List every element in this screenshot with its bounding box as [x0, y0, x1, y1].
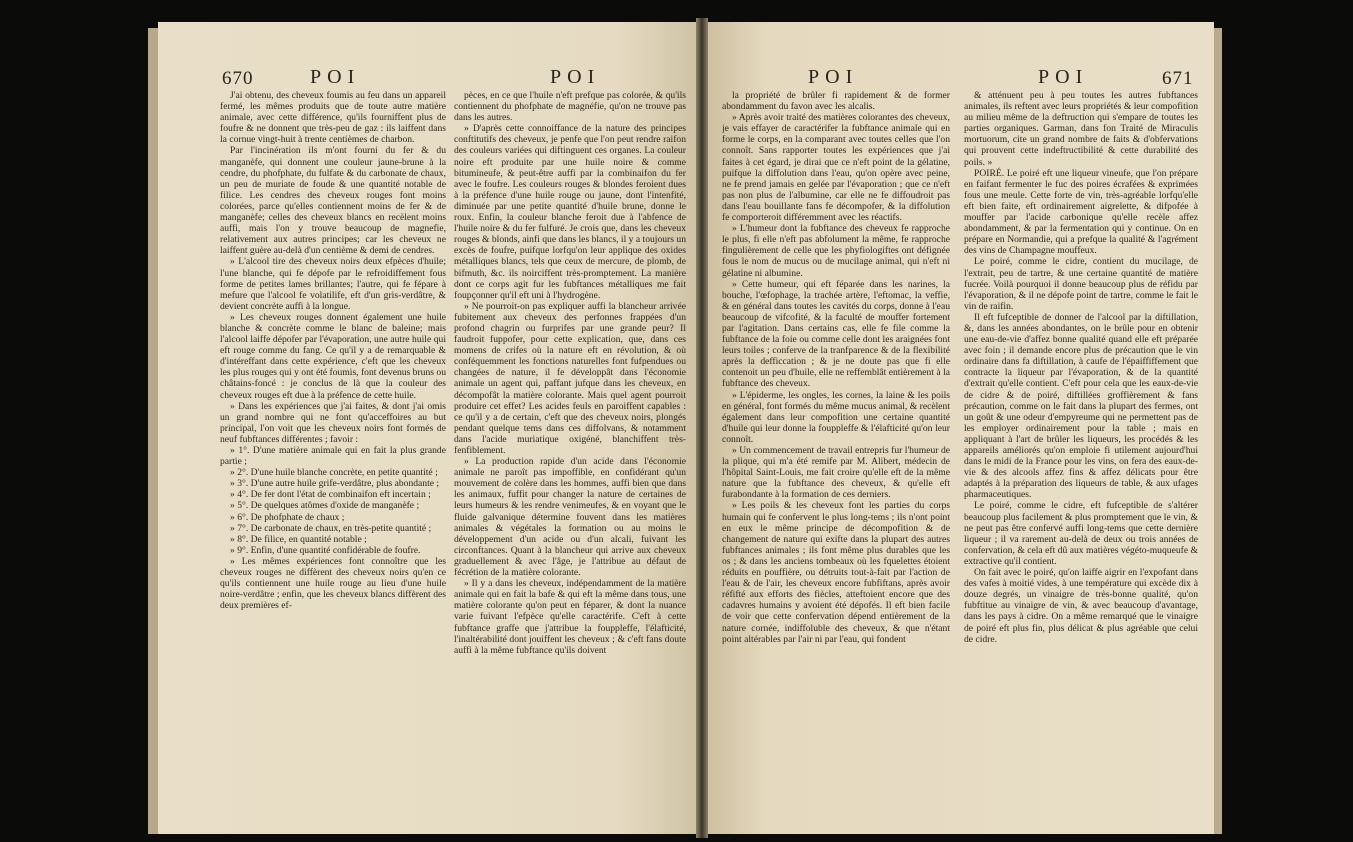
- paragraph: & atténuent peu à peu toutes les autres fubftances animales, ils reftent avec leurs propriétés & leur compofition au milieu même de la deftruction qui s'empare de toutes les parties organiques. Garman, dans fon Traité de Miraculis mortuorum, cite un grand nombre de faits & d'obfervations qui prouvent cette indeftructibilité & cette durabilité des poils. »: [964, 90, 1198, 168]
- paragraph: » Un commencement de travail entrepris fur l'humeur de la plique, qui m'a été remife par M. Alibert, médecin de l'hôpital Saint-Louis, me fait croire qu'elle eft de la même nature que la fubftance des cheveux, & qu'elle eft furabondante à la formation de ces derniers.: [722, 445, 950, 501]
- paragraph: » Il y a dans les cheveux, indépendamment de la matière animale qui en fait la bafe & qui eft la même dans tous, une matière colorante qu'on peut en féparer, & dont la nuance varie fuivant l'efpèce qu'elle caractérife. C'eft à cette fubftance graffe que j'attribue la fouppleffe, l'élafticité, l'inaltérabilité dont jouiffent les cheveux ; & c'eft fans doute auffi à la même fubftance qu'ils doivent: [454, 578, 686, 656]
- page-number-right: 671: [1162, 68, 1194, 89]
- column-3: [722, 90, 950, 830]
- paragraph: Il eft fufceptible de donner de l'alcool par la diftillation, &, dans les années abondantes, on le brûle pour en obtenir une eau-de-vie d'affez bonne qualité quand elle eft préparée avec foin ; il demande encore plus de précaution que le vin ordinaire dans fa diftillation, à caufe de l'épaiffiffement que contracte la liqueur par l'évaporation, & de la quantité d'extrait qu'elle contient. C'eft pour cela que les eaux-de-vie de cidre & de poiré, diftillées groffièrement & fans précaution, comme on le fait dans la plupart des fermes, ont un goût & une odeur d'empyreume qui ne permettent pas de les employer ordinairement pour la table ; mais en appliquant à l'art de brûler les liqueurs, les procédés & les appareils améliorés qu'on emploie fi utilement aujourd'hui dans le midi de la France pour les vins, on fera des eaux-de-vie & des alcools affez fins & affez délicats pour être adaptés à la préparation des liqueurs de table, & aux ufages pharmaceutiques.: [964, 311, 1198, 501]
- paragraph: » L'humeur dont la fubftance des cheveux fe rapproche le plus, fi elle n'eft pas abfolument la même, fe rapproche fingulièrement de celle que les phyfiologiftes ont défignée fous le nom de mucus ou de mucilage animal, qui n'eft ni gélatine ni albumine.: [722, 223, 950, 279]
- paragraph: » Ne pourroit-on pas expliquer auffi la blancheur arrivée fubitement aux cheveux des perfonnes frappées d'un profond chagrin ou furprifes par une grande peur? Il faudroit fuppofer, pour cette explication, que, dans ces momens de crifes où la nature eft en révolution, & où conféquemment les fonctions naturelles font fufpendues ou changées de nature, il fe développât dans l'économie animale un agent qui, paffant jufque dans les cheveux, en décompofât la matière colorante. Mais quel agent pourroit produire cet effet? Les acides feuls en paroiffent capables : ce qu'il y a de certain, c'eft que des cheveux noirs, plongés pendant quelque tems dans ces diffolvans, & notamment dans l'acide muriatique oxigéné, blanchiffent très-fenfiblement.: [454, 300, 686, 456]
- list-item: » 6°. De phofphate de chaux ;: [230, 511, 345, 523]
- running-head-left-2: POI: [550, 66, 601, 88]
- paragraph: » Les cheveux rouges donnent également une huile blanche & concrète comme le blanc de baleine; mais l'alcool laiffe dépofer par l'évaporation, une autre huile qui eft rouge comme du fang. Ce qu'il y a de remarquable & d'intéreffant dans cette expérience, c'eft que les cheveux les plus rouges qui y ont été foumis, font devenus bruns ou châtains-foncé : je conclus de là que la couleur des cheveux rouges eft due à la préfence de cette huile.: [220, 311, 446, 401]
- list-item: » 7°. De carbonate de chaux, en très-petite quantité ;: [230, 522, 432, 534]
- running-head-left-1: POI: [310, 66, 361, 88]
- column-1: [220, 90, 446, 830]
- paragraph: » Dans les expériences que j'ai faites, & dont j'ai omis un grand nombre qui ne font qu'acceffoires au but principal, l'on voit que les cheveux noirs font formés de neuf fubftances différentes ; favoir :: [220, 400, 446, 445]
- list-item: » 4°. De fer dont l'état de combinaifon eft incertain ;: [230, 489, 431, 501]
- list-item: » 8°. De filice, en quantité notable ;: [230, 533, 367, 545]
- paragraph: » Les poils & les cheveux font les parties du corps humain qui fe confervent le plus long-tems ; ils n'ont point en eux le même principe de décompofition & de changement de nature qui exifte dans la plupart des autres fubftances animales ; ils font même plus durables que les os ; & dans les anciens tombeaux où les fquelettes étoient réduits en pouffière, ou détruits tout-à-fait par l'action de l'eau & de l'air, les cheveux encore fubfiftans, après avoir réfifté aux efforts des fiècles, atteftoient encore que des cadavres humains y avoient été dépofés. Il eft bien facile de voir que cette confervation dépend entièrement de la nature cornée, indiffoluble des cheveux, & que n'étant point altérables par l'air ni par l'eau, qui fondent: [722, 500, 950, 645]
- page-number-left: 670: [222, 68, 254, 89]
- column-2: [454, 90, 686, 830]
- paragraph: » Cette humeur, qui eft féparée dans les narines, la bouche, l'œfophage, la trachée artère, l'eftomac, la veffie, & en général dans toutes les cavités du corps, donne à l'eau beaucoup de vifcofité, & la faculté de mouffer fortement par l'agitation. Dans certains cas, elle fe file comme la fubftance de la foie ou comme celle dont les araignées font leurs toiles ; conferve de la tranfparence & de la flexibilité après la defficcation ; & je ne doute pas que fi elle contenoit un peu d'huile, elle ne reffemblât entièrement à la fubftance des cheveux.: [722, 278, 950, 390]
- paragraph: pèces, en ce que l'huile n'eft prefque pas colorée, & qu'ils contiennent du phofphate de magnéfie, qu'on ne trouve pas dans les autres.: [454, 90, 686, 124]
- running-head-right-1: POI: [808, 66, 859, 88]
- paragraph: la propriété de brûler fi rapidement & de former abondamment du favon avec les alcalis.: [722, 90, 950, 113]
- paragraph: Par l'incinération ils m'ont fourni du fer & du manganèfe, qui donnent une couleur jaune-brune à la cendre, du phofphate, du fulfate & du carbonate de chaux, un peu de muriate de foude & une quantité notable de filice. Les cendres des cheveux rouges font moins colorées, parce qu'elles contiennent moins de fer & de manganèfe; celles des cheveux blancs en recèlent moins auffi, mais l'on y trouve beaucoup de magnefie, relativement aux autres principes; car les cheveux ne laiffent guère au-delà d'un centième & demi de cendres.: [220, 145, 446, 257]
- list-item: » 1°. D'une matière animale qui en fait la plus grande partie ;: [220, 445, 446, 468]
- paragraph: On fait avec le poiré, qu'on laiffe aigrir en l'expofant dans des vafes à moitié vides, à une température qui excède dix à douze degrés, un vinaigre de très-bonne qualité, qu'on fubftitue au vinaigre de vin, & avec beaucoup d'avantage, dans les pays à cidre. On a même remarqué que le vinaigre de poiré eft plus fin, plus délicat & plus agréable que celui de cidre.: [964, 567, 1198, 645]
- running-head-right-2: POI: [1038, 66, 1089, 88]
- paragraph: J'ai obtenu, des cheveux foumis au feu dans un appareil fermé, les mêmes produits que de toute autre matière animale, avec cette différence, qu'ils fourniffent plus de foufre & ne donnent que très-peu de gaz : ils laiffent dans la cornue vingt-huit à trente centièmes de charbon.: [220, 90, 446, 146]
- paragraph: POIRÉ. Le poiré eft une liqueur vineufe, que l'on prépare en faifant fermenter le fuc des poires écrafées & exprimées fous une meule. Cette forte de vin, très-agréable lorfqu'elle eft bien faite, eft ordinairement aigrelette, & difpofée à mouffer par l'acide carbonique qu'elle recèle affez abondamment, & par la fermentation qui y continue. On en prépare en Normandie, qui a prefque la qualité & l'agrément des vins de Champagne mouffeux.: [964, 167, 1198, 257]
- paragraph: » Après avoir traité des matières colorantes des cheveux, je vais effayer de caractérifer la fubftance animale qui en forme le corps, en la comparant avec toutes celles que l'on connoît. Sans rapporter toutes les expériences que j'ai faites à cet égard, je dirai que ce n'eft point de la gélatine, puifque la diffolution dans l'eau, qu'on opère avec peine, ne fe prend jamais en gelée par l'évaporation ; que ce n'eft pas non plus de l'albumine, car elle ne fe diffoudroit pas dans l'eau bouillante fans fe décompofer, & la diffolution fe comporteroit différemment avec les réactifs.: [722, 112, 950, 224]
- paragraph: » Les mêmes expériences font connoître que les cheveux rouges ne diffèrent des cheveux noirs qu'en ce qu'ils contiennent une huile rouge au lieu d'une huile noire-verdâtre ; enfin, que les cheveux blancs diffèrent des deux premières ef-: [220, 555, 446, 612]
- book-gutter: [696, 18, 708, 838]
- list-item: » 9°. Enfin, d'une quantité confidérable de foufre.: [230, 544, 421, 556]
- paragraph: » La production rapide d'un acide dans l'économie animale ne paroît pas impoffible, en confidérant qu'un mouvement de colère dans les hommes, auffi bien que dans les animaux, fuffit pour changer la nature de certaines de leurs humeurs & les rendre venimeufes, & en voyant que le fluide galvanique détermine fouvent dans les matières animales & végétales la formation ou au moins le développement d'un acide ou d'un alcali, fuivant les circonftances. Quant à la blancheur qui arrive aux cheveux graduellement & avec l'âge, je l'attribue au défaut de fécrétion de la matière colorante.: [454, 456, 686, 579]
- paragraph: » D'après cette connoiffance de la nature des principes conftitutifs des cheveux, je penfe que l'on peut rendre raifon des couleurs variées qui diftinguent ces organes. La couleur noire eft produite par une huile noire & comme bitumineufe, & peut-être auffi par la combinaifon du fer avec le foufre. Les couleurs rouges & blondes feroient dues à la préfence d'une huile rouge ou jaune, dont l'intenfité, diminuée par une petite quantité d'huile brune, donne le roux. Enfin, la couleur blanche feroit due à l'abfence de l'huile noire & du fer fulfuré. Je crois que, dans les cheveux rouges & blonds, ainfi que dans les blancs, il y a toujours un excès de foufre, puifque lorfqu'on leur applique des oxides métalliques blancs, tels que ceux de mercure, de plomb, de bifmuth, &c. ils noirciffent très-promptement. La manière dont ce corps agit fur les fubftances métalliques me fait foupçonner qu'il eft uni à l'hydrogène.: [454, 123, 686, 301]
- list-item: » 2°. D'une huile blanche concrète, en petite quantité ;: [230, 467, 438, 479]
- paragraph: Le poiré, comme le cidre, eft fufceptible de s'altérer beaucoup plus facilement & plus promptement que le vin, & ne peut pas être confervé auffi long-tems que cette dernière liqueur ; il va rarement au-delà de deux ou trois années de confervation, & cela eft dû aux matières végéto-muqueufe & extractive qu'il contient.: [964, 500, 1198, 567]
- list-item: » 3°. D'une autre huile grife-verdâtre, plus abondante ;: [230, 478, 440, 490]
- paragraph: Le poiré, comme le cidre, contient du mucilage, de l'extrait, peu de tartre, & une certaine quantité de matière fucrée. Voilà pourquoi il donne beaucoup plus de réfidu par l'évaporation, & il ne dépofe point de tartre, comme le fait le vin de raifin.: [964, 256, 1198, 312]
- paragraph: » L'alcool tire des cheveux noirs deux efpèces d'huile; l'une blanche, qui fe dépofe par le refroidiffement fous forme de petites lames brillantes; l'autre, qui fe fépare à mefure que l'alcool fe volatilife, eft d'un gris-verdâtre, & devient concrète auffi à la longue.: [220, 256, 446, 312]
- list-item: » 5°. De quelques atômes d'oxide de manganèfe ;: [230, 500, 420, 512]
- column-4: [964, 90, 1198, 830]
- paragraph: » L'épiderme, les ongles, les cornes, la laine & les poils en général, font formés du même mucus animal, & recèlent également dans leur compofition une certaine quantité d'huile qui leur donne la fouppleffe & l'élafticité qu'on leur connoît.: [722, 389, 950, 445]
